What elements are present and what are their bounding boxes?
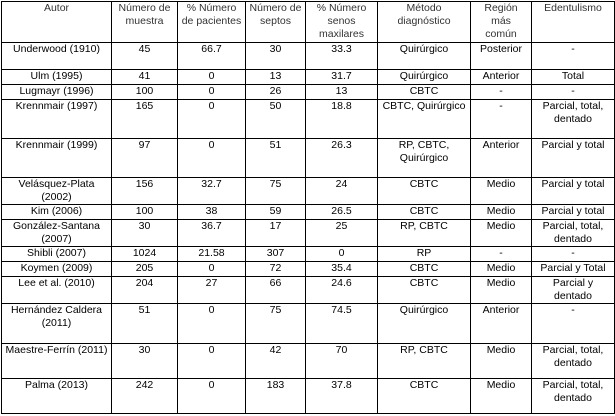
cell-autor: Hernández Caldera (2011) — [2, 304, 112, 344]
cell-septos: 183 — [246, 379, 306, 414]
cell-senos: 70 — [306, 344, 378, 379]
cell-metodo: CBTC — [378, 277, 471, 304]
cell-autor: Palma (2013) — [2, 379, 112, 414]
cell-septos: 42 — [246, 344, 306, 379]
table-row — [2, 247, 615, 262]
table-row — [2, 277, 615, 304]
cell-septos: 51 — [246, 139, 306, 178]
table-row — [2, 262, 615, 277]
cell-edentulismo: Parcial, total, dentado — [532, 344, 615, 379]
cell-edentulismo: Parcial, total, dentado — [532, 220, 615, 247]
cell-autor: Ulm (1995) — [2, 70, 112, 85]
header-autor: Autor — [2, 2, 112, 43]
sinus-septa-table — [1, 1, 615, 414]
cell-edentulismo: Parcial y total — [532, 139, 615, 178]
cell-region: Anterior — [471, 304, 532, 344]
cell-region: Medio — [471, 379, 532, 414]
cell-metodo: Quirúrgico — [378, 70, 471, 85]
cell-septos: 17 — [246, 220, 306, 247]
cell-region: Medio — [471, 344, 532, 379]
cell-region: - — [471, 100, 532, 139]
cell-region: Medio — [471, 220, 532, 247]
cell-pacientes: 0 — [178, 100, 246, 139]
cell-pacientes: 21.58 — [178, 247, 246, 262]
cell-pacientes: 0 — [178, 344, 246, 379]
cell-autor: González-Santana (2007) — [2, 220, 112, 247]
cell-pacientes: 38 — [178, 205, 246, 220]
header-senos: % Número senos maxilares — [306, 2, 378, 43]
cell-septos: 75 — [246, 178, 306, 205]
cell-metodo: RP, CBTC — [378, 220, 471, 247]
header-edentulismo: Edentulismo — [532, 2, 615, 43]
cell-edentulismo: Parcial y Total — [532, 262, 615, 277]
cell-muestra: 100 — [112, 205, 178, 220]
cell-edentulismo: - — [532, 304, 615, 344]
cell-pacientes: 0 — [178, 70, 246, 85]
cell-metodo: CBTC — [378, 85, 471, 100]
cell-metodo: CBTC — [378, 262, 471, 277]
cell-autor: Lugmayr (1996) — [2, 85, 112, 100]
cell-senos: 31.7 — [306, 70, 378, 85]
cell-muestra: 1024 — [112, 247, 178, 262]
header-septos: Número de septos — [246, 2, 306, 43]
cell-senos: 74.5 — [306, 304, 378, 344]
cell-muestra: 97 — [112, 139, 178, 178]
cell-muestra: 41 — [112, 70, 178, 85]
table-row — [2, 220, 615, 247]
cell-edentulismo: - — [532, 85, 615, 100]
cell-edentulismo: Parcial y dentado — [532, 277, 615, 304]
table-row — [2, 43, 615, 70]
cell-autor: Maestre-Ferrín (2011) — [2, 344, 112, 379]
table-row — [2, 344, 615, 379]
cell-region: Posterior — [471, 43, 532, 70]
cell-edentulismo: Parcial y total — [532, 178, 615, 205]
cell-senos: 35.4 — [306, 262, 378, 277]
table-row — [2, 100, 615, 139]
cell-metodo: RP, CBTC — [378, 344, 471, 379]
cell-metodo: Quirúrgico — [378, 304, 471, 344]
cell-senos: 37.8 — [306, 379, 378, 414]
cell-pacientes: 0 — [178, 139, 246, 178]
header-muestra: Número de muestra — [112, 2, 178, 43]
table-row — [2, 178, 615, 205]
header-region: Región más común — [471, 2, 532, 43]
cell-autor: Krennmair (1997) — [2, 100, 112, 139]
cell-muestra: 100 — [112, 85, 178, 100]
cell-autor: Shibli (2007) — [2, 247, 112, 262]
cell-muestra: 204 — [112, 277, 178, 304]
cell-septos: 30 — [246, 43, 306, 70]
cell-septos: 59 — [246, 205, 306, 220]
cell-metodo: CBTC — [378, 379, 471, 414]
cell-septos: 50 — [246, 100, 306, 139]
cell-septos: 26 — [246, 85, 306, 100]
cell-region: Medio — [471, 277, 532, 304]
cell-septos: 66 — [246, 277, 306, 304]
cell-edentulismo: Parcial, total, dentado — [532, 379, 615, 414]
table-row — [2, 85, 615, 100]
table-row — [2, 304, 615, 344]
cell-autor: Lee et al. (2010) — [2, 277, 112, 304]
cell-region: Anterior — [471, 139, 532, 178]
cell-region: Medio — [471, 205, 532, 220]
cell-pacientes: 0 — [178, 262, 246, 277]
cell-senos: 26.5 — [306, 205, 378, 220]
cell-pacientes: 27 — [178, 277, 246, 304]
cell-edentulismo: - — [532, 43, 615, 70]
cell-metodo: CBTC, Quirúrgico — [378, 100, 471, 139]
cell-edentulismo: - — [532, 247, 615, 262]
cell-region: Medio — [471, 262, 532, 277]
cell-septos: 72 — [246, 262, 306, 277]
cell-autor: Kim (2006) — [2, 205, 112, 220]
cell-metodo: CBTC — [378, 178, 471, 205]
cell-muestra: 51 — [112, 304, 178, 344]
cell-senos: 24.6 — [306, 277, 378, 304]
cell-edentulismo: Parcial y total — [532, 205, 615, 220]
cell-metodo: RP, CBTC, Quirúrgico — [378, 139, 471, 178]
cell-region: - — [471, 247, 532, 262]
header-metodo: Método diagnóstico — [378, 2, 471, 43]
cell-muestra: 205 — [112, 262, 178, 277]
header-row — [2, 2, 615, 43]
table-row — [2, 139, 615, 178]
cell-senos: 26.3 — [306, 139, 378, 178]
cell-region: Medio — [471, 178, 532, 205]
header-pacientes: % Número de pacientes — [178, 2, 246, 43]
cell-autor: Krennmair (1999) — [2, 139, 112, 178]
cell-septos: 75 — [246, 304, 306, 344]
cell-senos: 33.3 — [306, 43, 378, 70]
cell-edentulismo: Parcial, total, dentado — [532, 100, 615, 139]
cell-senos: 0 — [306, 247, 378, 262]
cell-region: Anterior — [471, 70, 532, 85]
cell-pacientes: 32.7 — [178, 178, 246, 205]
cell-autor: Velásquez-Plata (2002) — [2, 178, 112, 205]
table-row — [2, 70, 615, 85]
cell-autor: Koymen (2009) — [2, 262, 112, 277]
cell-septos: 13 — [246, 70, 306, 85]
cell-metodo: RP — [378, 247, 471, 262]
cell-septos: 307 — [246, 247, 306, 262]
cell-autor: Underwood (1910) — [2, 43, 112, 70]
cell-muestra: 30 — [112, 220, 178, 247]
cell-region: - — [471, 85, 532, 100]
cell-muestra: 165 — [112, 100, 178, 139]
cell-senos: 13 — [306, 85, 378, 100]
cell-pacientes: 0 — [178, 304, 246, 344]
cell-metodo: CBTC — [378, 205, 471, 220]
cell-senos: 18.8 — [306, 100, 378, 139]
cell-muestra: 156 — [112, 178, 178, 205]
cell-pacientes: 36.7 — [178, 220, 246, 247]
cell-muestra: 30 — [112, 344, 178, 379]
cell-senos: 24 — [306, 178, 378, 205]
table-row — [2, 205, 615, 220]
cell-pacientes: 0 — [178, 379, 246, 414]
cell-metodo: Quirúrgico — [378, 43, 471, 70]
cell-senos: 25 — [306, 220, 378, 247]
cell-muestra: 242 — [112, 379, 178, 414]
cell-edentulismo: Total — [532, 70, 615, 85]
table-row — [2, 379, 615, 414]
cell-pacientes: 66.7 — [178, 43, 246, 70]
cell-pacientes: 0 — [178, 85, 246, 100]
cell-muestra: 45 — [112, 43, 178, 70]
